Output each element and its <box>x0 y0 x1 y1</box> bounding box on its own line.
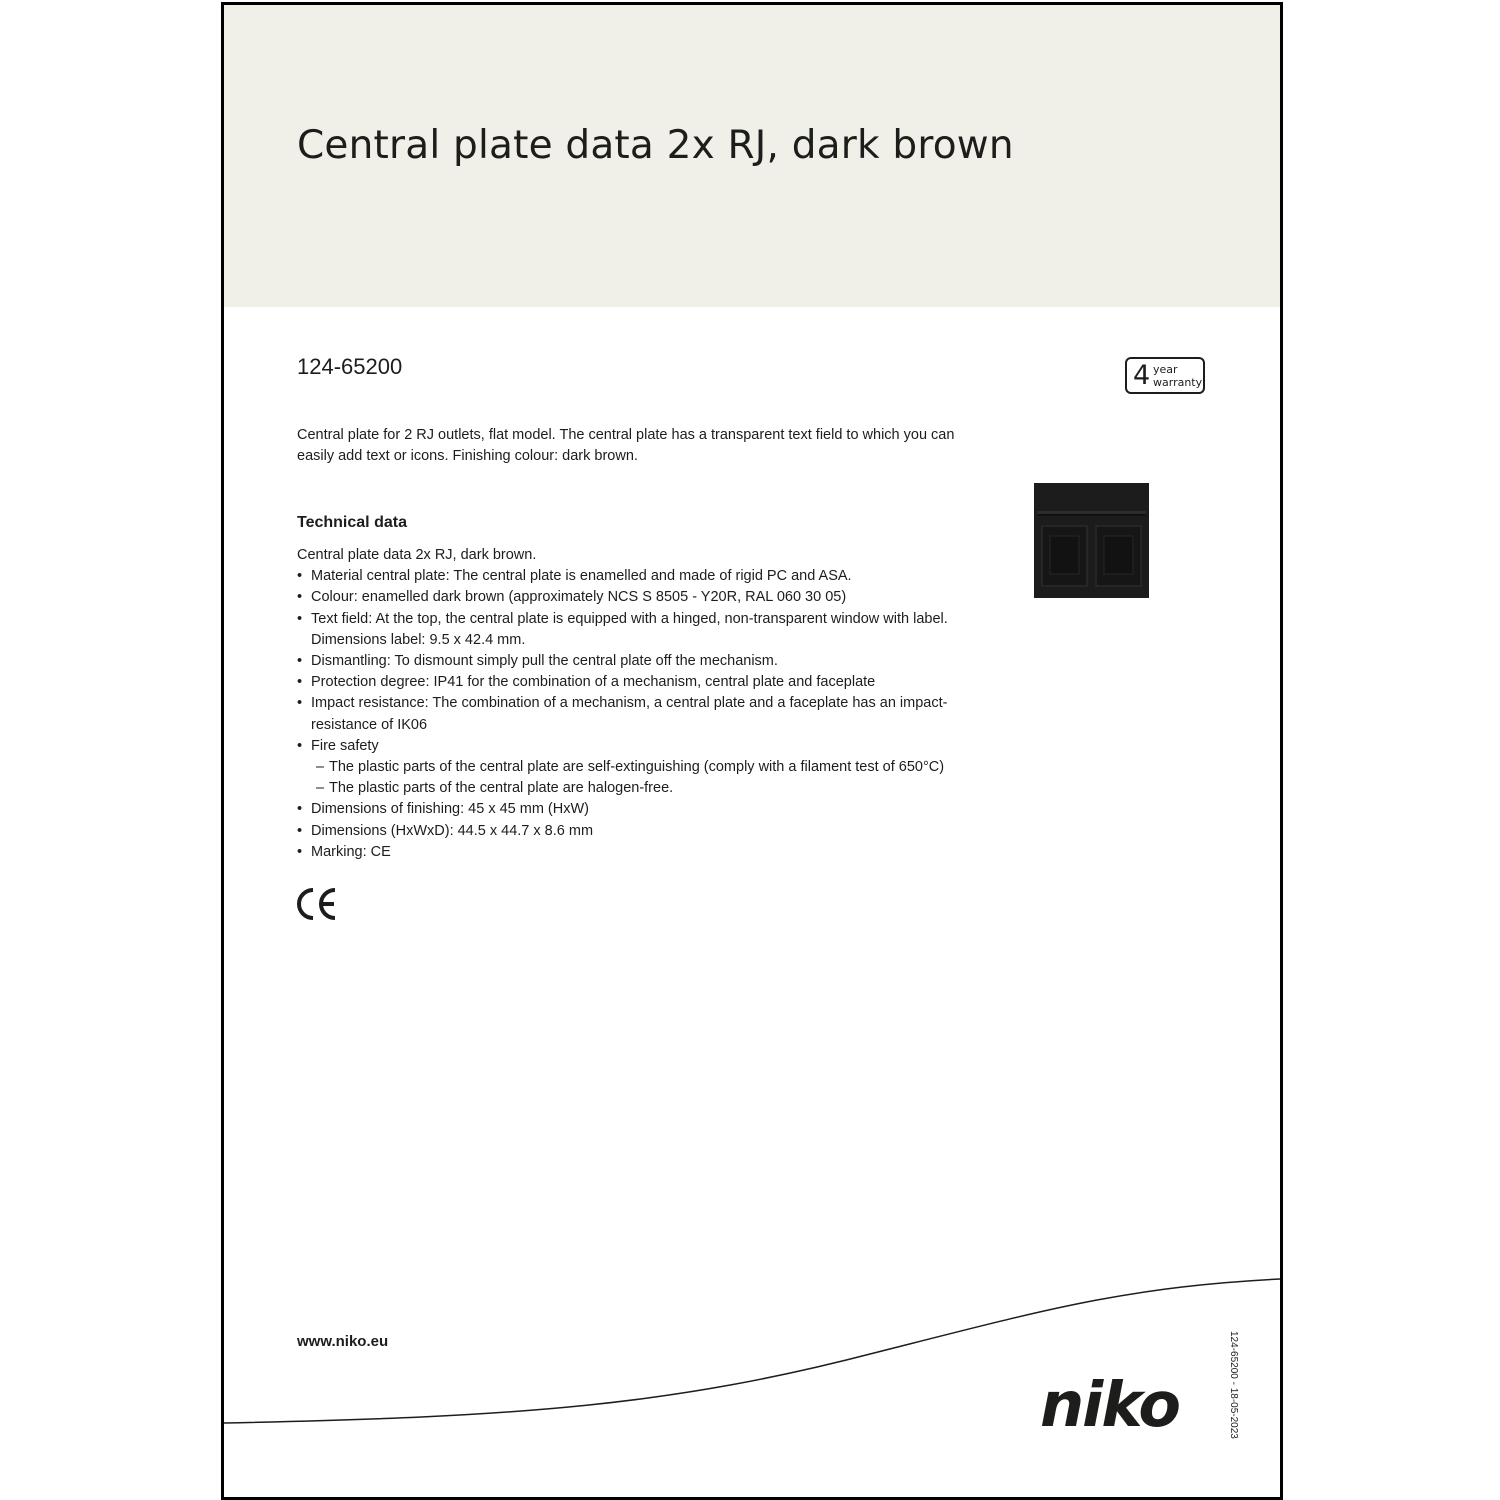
footer-wave <box>224 5 1280 1497</box>
datasheet-page <box>221 2 1283 1500</box>
list-item-text: Fire safety <box>311 737 379 754</box>
list-item-text: Colour: enamelled dark brown (approximately NCS S 8505 - Y20R, RAL 060 30 05) <box>311 589 847 606</box>
bullet-icon: • <box>297 610 303 627</box>
list-item-text: Dismantling: To dismount simply pull the central plate off the mechanism. <box>311 653 778 670</box>
list-item-text: Text field: At the top, the central plate is equipped with a hinged, non-transparent window with label. Dimensions label: 9.5 x 42.4 mm. <box>311 610 948 648</box>
list-item-text: Marking: CE <box>311 843 391 860</box>
list-item-text: Protection degree: IP41 for the combination of a mechanism, central plate and faceplate <box>311 674 876 691</box>
article-code: 124-65200 <box>297 354 403 379</box>
warranty-line1: year <box>1153 363 1178 376</box>
page-title: Central plate data 2x RJ, dark brown <box>297 123 1014 168</box>
list-item-text: Material central plate: The central plate is enamelled and made of rigid PC and ASA. <box>311 568 852 585</box>
bullet-icon: • <box>297 695 303 712</box>
list-item-text: Dimensions (HxWxD): 44.5 x 44.7 x 8.6 mm <box>311 822 594 839</box>
niko-logo <box>1040 1379 1210 1429</box>
list-item-text: Impact resistance: The combination of a mechanism, a central plate and a faceplate has an impact-resistance of IK06 <box>311 695 948 733</box>
list-item-text: Dimensions of finishing: 45 x 45 mm (HxW) <box>311 801 589 818</box>
logo-text: niko <box>1040 1379 1180 1429</box>
bullet-icon: • <box>297 843 303 860</box>
warranty-years: 4 <box>1133 360 1151 391</box>
bullet-icon: • <box>297 568 303 585</box>
bullet-icon: • <box>297 674 303 691</box>
sub-list-item-text: The plastic parts of the central plate are halogen-free. <box>329 780 674 797</box>
bullet-icon: • <box>297 589 303 606</box>
bullet-icon: • <box>297 653 303 670</box>
bullet-icon: • <box>297 822 303 839</box>
technical-data-heading: Technical data <box>297 514 407 531</box>
document-reference: 124-65200 - 18-05-2023 <box>1228 1331 1239 1439</box>
bullet-icon: • <box>297 801 303 818</box>
warranty-line2: warranty <box>1153 376 1203 389</box>
bullet-icon: • <box>297 737 303 754</box>
website-link[interactable]: www.niko.eu <box>297 1333 389 1350</box>
dash-icon: – <box>316 780 325 797</box>
sub-list-item-text: The plastic parts of the central plate are self-extinguishing (comply with a filament test of 650°C) <box>329 759 945 776</box>
technical-intro: Central plate data 2x RJ, dark brown. <box>297 547 537 563</box>
dash-icon: – <box>316 759 325 776</box>
product-description: Central plate for 2 RJ outlets, flat model. The central plate has a transparent text field to which you can easily add text or icons. Finishing colour: dark brown. <box>297 427 955 464</box>
